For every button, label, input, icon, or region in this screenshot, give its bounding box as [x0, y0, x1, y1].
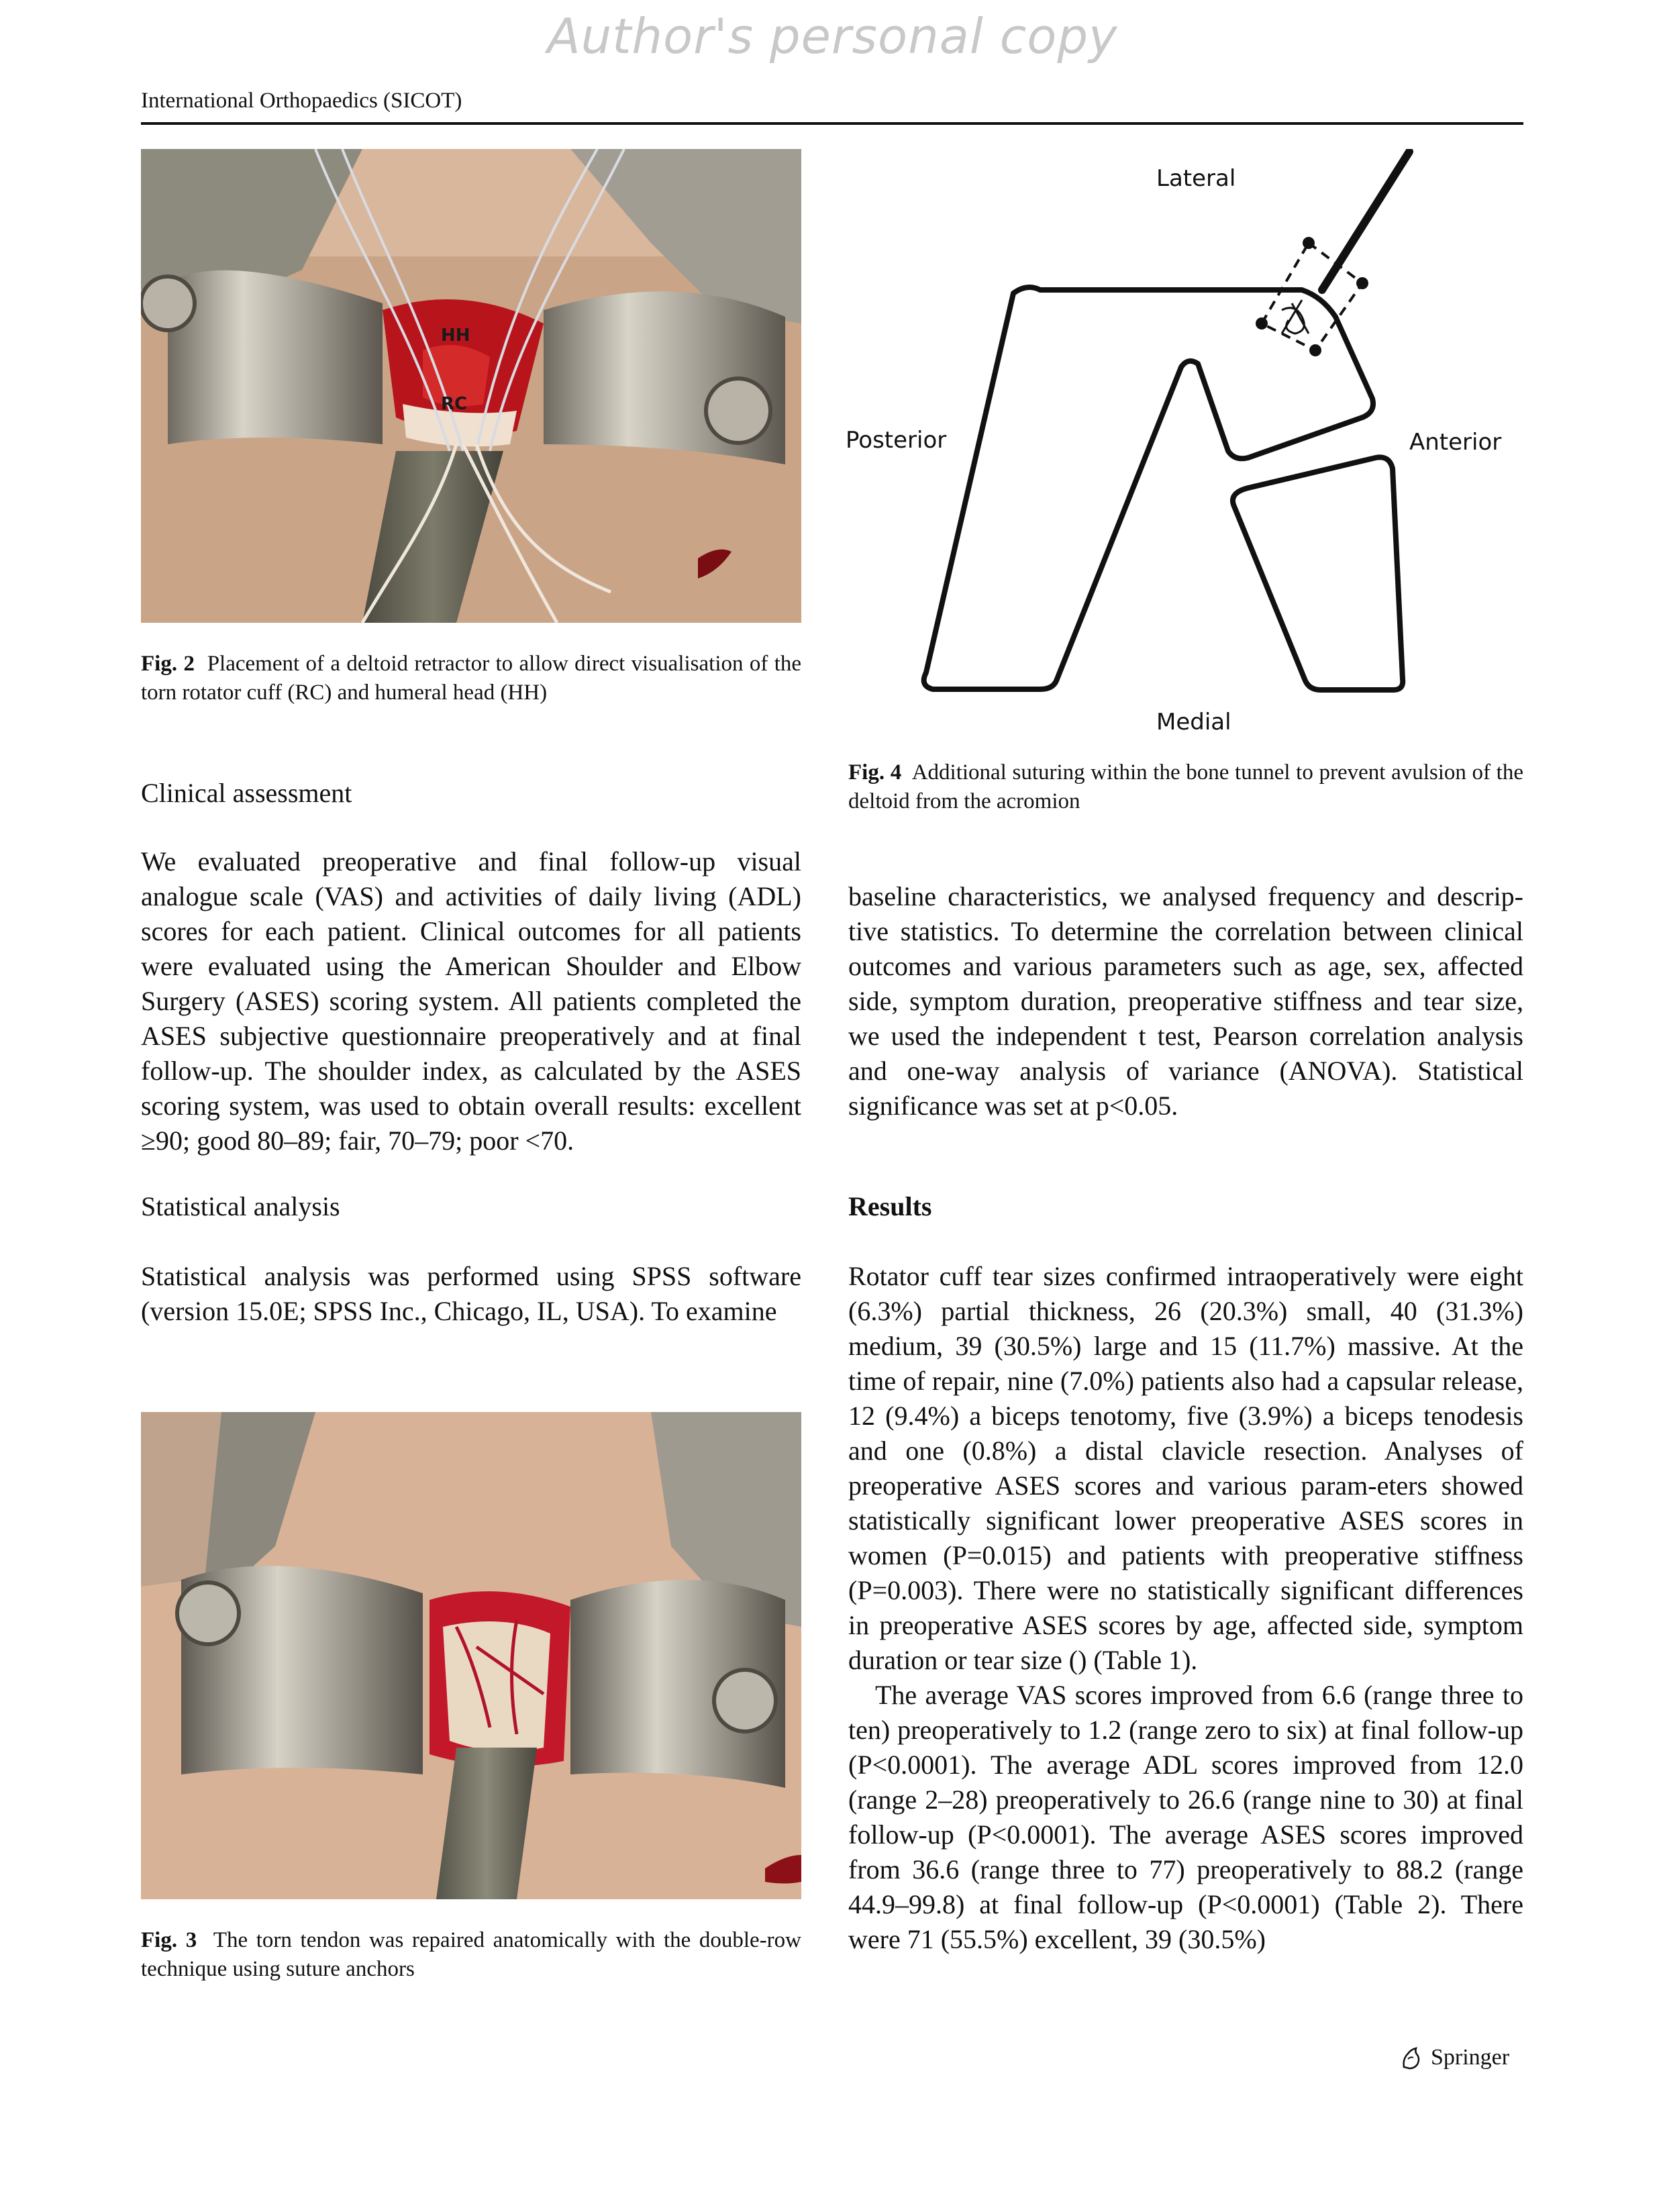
fig3-caption: [141, 1926, 801, 1984]
fig4-caption-number: Fig. 4: [848, 760, 902, 785]
section-heading-clinical-assessment: Clinical assessment: [141, 778, 352, 808]
fig2-caption: [141, 650, 801, 707]
fig3-photo: [141, 1412, 801, 1899]
fig4-label-medial: Medial: [1156, 709, 1231, 736]
header-rule: [141, 122, 1523, 125]
fig4-label-posterior: Posterior: [846, 427, 947, 454]
fig4-caption: [848, 758, 1523, 816]
clinical-assessment-paragraph: We evaluated preoperative and final follow-up visual analogue scale (VAS) and activities of daily living (ADL) scores for each patient. Clinical outcomes for all patients were evaluated using the American Shoulder and Elbow Surgery (ASES) scoring system. All patients completed the ASES subjective questionnaire preoperatively and at final follow-up. The shoulder index, as calculated by the ASES scoring system, was used to obtain overall results: excellent ≥90; good 80–89; fair, 70–79; poor <70.: [141, 846, 801, 1156]
watermark: Author's personal copy: [547, 8, 1118, 64]
publisher-name: Springer: [1431, 2045, 1510, 2070]
fig2-illustration: [141, 149, 801, 623]
fig4-illustration: [839, 149, 1523, 740]
fig4-diagram: [839, 149, 1523, 740]
fig3-caption-number: Fig. 3: [141, 1928, 197, 1952]
fig4-label-anterior: Anterior: [1409, 429, 1502, 456]
fig2-photo: [141, 149, 801, 623]
fig2-caption-number: Fig. 2: [141, 652, 195, 676]
results-paragraph-1: Rotator cuff tear sizes confirmed intraoperatively were eight (6.3%) partial thickness, 26 (20.3%) small, 40 (31.3%) medium, 39 (30.5%) large and 15 (11.7%) massive. At the time of repair, nine (7.0%) patients also had a capsular release, 12 (9.4%) a biceps tenotomy, five (3.9%) a biceps tenodesis and one (0.8%) a distal clavicle resection. Analyses of preoperative ASES scores and various param-eters showed statistically significant lower preoperative ASES scores in women (P=0.015) and patients with preoperative stiffness (P=0.003). There were no statistically significant differences in preoperative ASES scores by age, affected side, symptom duration or tear size () (Table 1).: [848, 1261, 1523, 1675]
statistical-analysis-paragraph: Statistical analysis was performed using SPSS software (version 15.0E; SPSS Inc., Chicago, IL, USA). To examine: [141, 1261, 801, 1326]
fig3-illustration: [141, 1412, 801, 1899]
clinical-assessment-text: [141, 844, 801, 1158]
results-text: [848, 1259, 1523, 1957]
fig4-caption-text: Additional suturing within the bone tunnel to prevent avulsion of the deltoid from the acromion: [848, 760, 1524, 813]
section-heading-statistical-analysis: Statistical analysis: [141, 1191, 340, 1221]
statistical-analysis-continued-paragraph: baseline characteristics, we analysed frequency and descrip-tive statistics. To determine the correlation between clinical outcomes and various parameters such as age, sex, affected side, symptom duration, preoperative stiffness and tear size, we used the independent t test, Pearson correlation analysis and one-way analysis of variance (ANOVA). Statistical significance was set at p<0.05.: [848, 881, 1523, 1121]
running-head: International Orthopaedics (SICOT): [141, 89, 462, 113]
fig2-label-hh: HH: [441, 325, 470, 346]
results-paragraph-2: The average VAS scores improved from 6.6 (range three to ten) preoperatively to 1.2 (range zero to six) at final follow-up (P<0.0001). The average ADL scores improved from 12.0 (range 2–28) preoperatively to 26.6 (range nine to 30) at final follow-up (P<0.0001). The average ASES scores improved from 36.6 (range three to 77) preoperatively to 88.2 (range 44.9–99.8) at final follow-up (P<0.0001) (Table 2). There were 71 (55.5%) excellent, 39 (30.5%): [848, 1680, 1523, 1954]
statistical-analysis-continued-text: [848, 879, 1523, 1123]
publisher-logo: [1399, 2044, 1509, 2071]
fig2-label-rc: RC: [441, 394, 468, 414]
statistical-analysis-text: [141, 1259, 801, 1329]
springer-horse-icon: [1399, 2044, 1425, 2071]
fig3-caption-text: The torn tendon was repaired anatomically with the double-row technique using suture anchors: [141, 1928, 802, 1981]
section-heading-results: Results: [848, 1191, 932, 1221]
fig4-label-lateral: Lateral: [1156, 165, 1236, 192]
fig2-caption-text: Placement of a deltoid retractor to allow direct visualisation of the torn rotator cuff (RC) and humeral head (HH): [141, 652, 802, 705]
